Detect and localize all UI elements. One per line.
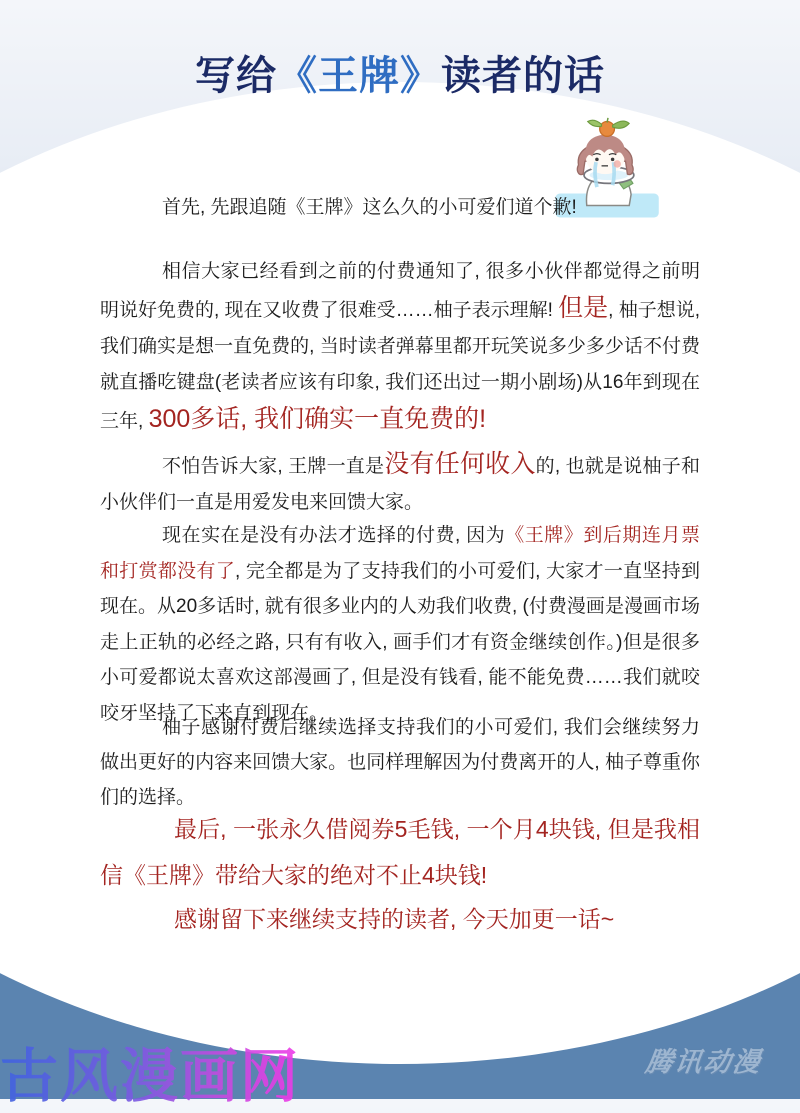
platform-logo-watermark: 腾讯动漫 xyxy=(643,1047,764,1077)
p5-seg-normal: 柚子感谢付费后继续选择支持我们的小可爱们, 我们会继续努力做出更好的内容来回馈大家。也同样理解因为付费离开的人, 柚子尊重你们的选择。 xyxy=(100,717,700,808)
p3-seg-red-no-income: 没有任何收入 xyxy=(384,450,536,478)
title-prefix: 写给 xyxy=(195,54,277,98)
title-suffix: 读者的话 xyxy=(441,54,605,98)
letter-paragraph-5 xyxy=(100,710,700,815)
letter-paragraph-7-thanks xyxy=(100,896,700,942)
page-title xyxy=(0,44,800,101)
letter-paragraph-4 xyxy=(100,518,700,731)
p7-seg-red: 感谢留下来继续支持的读者, 今天加更一话~ xyxy=(174,906,615,932)
intro-paragraph xyxy=(100,190,700,226)
letter-paragraph-6-price xyxy=(100,806,700,898)
site-watermark: 古风漫画网 xyxy=(0,1029,300,1113)
p6-seg-red: 最后, 一张永久借阅券5毛钱, 一个月4块钱, 但是我相信《王牌》带给大家的绝对不止4块钱! xyxy=(100,816,700,888)
letter-paragraph-3 xyxy=(100,446,700,521)
orange-fruit xyxy=(600,122,615,137)
intro-text: 首先, 先跟追随《王牌》这么久的小可爱们道个歉! xyxy=(162,197,577,218)
p3-seg-normal: 不怕告诉大家, 王牌一直是 xyxy=(162,456,385,477)
tear-stream-left xyxy=(595,162,597,187)
p2-seg-red-free: 300多话, 我们确实一直免费的! xyxy=(148,405,487,433)
right-eye xyxy=(611,158,615,162)
p4-seg-normal: 现在实在是没有办法才选择的付费, 因为 xyxy=(162,525,506,546)
stem xyxy=(607,118,608,123)
blush xyxy=(614,160,621,167)
p4-seg-normal-2: , 完全都是为了支持我们的小可爱们, 大家才一直坚持到现在。从20多话时, 就有很多业内的人劝我们收费, (付费漫画是漫画市场走上正轨的必经之路, 只有有收入, 画手们才有资金继续创作。)但是很多小可爱都说太喜欢这部漫画了, 但是没有钱看, 能不能免费……我们就咬咬牙坚持了下来直到现在。 xyxy=(100,560,700,724)
leaf-left xyxy=(588,120,602,126)
p2-seg-normal-2: , 柚子想说, 我们确实是想一直免费的, 当时读者弹幕里都开玩笑说多少多少话不付费就直播吃键盘(老读者应该有印象, 我们还出过一期小剧场)从16年到现在三年, xyxy=(100,300,700,432)
p2-seg-red-but: 但是 xyxy=(558,294,609,322)
p3-seg-normal-2: 的, 也就是说柚子和小伙伴们一直是用爱发电来回馈大家。 xyxy=(100,456,700,513)
left-eye xyxy=(595,158,599,162)
p4-seg-red-no-tickets: 《王牌》到后期连月票和打赏都没有了 xyxy=(100,525,700,582)
letter-paragraph-2 xyxy=(100,254,700,440)
p2-seg-normal: 相信大家已经看到之前的付费通知了, 很多小伙伴都觉得之前明明说好免费的, 现在又收费了很难受……柚子表示理解! xyxy=(100,261,700,321)
leaf-right xyxy=(613,121,630,128)
title-work-name: 《王牌》 xyxy=(277,54,441,98)
